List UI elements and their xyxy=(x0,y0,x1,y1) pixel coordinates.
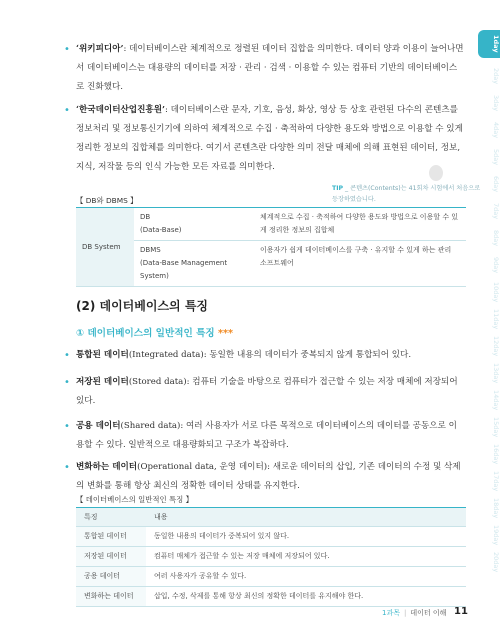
group-cell: DB System xyxy=(76,208,134,287)
bullet-dot-icon: • xyxy=(64,377,70,388)
bullet-term: ‘한국데이터산업진흥원’ xyxy=(76,105,165,115)
feature-integrated xyxy=(64,346,464,365)
db-table-title: 【 DB와 DBMS 】 xyxy=(76,196,138,205)
day-tab[interactable]: 17day xyxy=(492,470,500,492)
desc-cell: 이용자가 쉽게 데이터베이스를 구축 · 유지할 수 있게 하는 관리 소프트웨어 xyxy=(254,241,466,287)
bullet-text: (Shared data): 여러 사용자가 서로 다른 목적으로 데이터베이스의 데이터를 공동으로 이용할 수 있다. 일반적으로 대용량화되고 구조가 복잡하다. xyxy=(76,421,457,450)
day-tab[interactable]: 7day xyxy=(492,202,500,220)
definition-kdata xyxy=(64,101,464,177)
content-cell: 삽입, 수정, 삭제를 통해 항상 최신의 정확한 데이터를 유지해야 한다. xyxy=(146,587,466,607)
day-tab[interactable]: 15day xyxy=(492,416,500,438)
table-row xyxy=(76,241,466,287)
bullet-text: (Operational data, 운영 데이터): 새로운 데이터의 삽입, 기존 데이터의 수정 및 삭제의 변화를 통해 항상 최신의 정확한 데이터 상태를 유지한다. xyxy=(76,462,461,491)
feature-operational xyxy=(64,458,464,496)
day-tab[interactable]: 14day xyxy=(492,389,500,411)
day-tab[interactable]: 16day xyxy=(492,443,500,465)
term-name: DBMS xyxy=(140,246,161,254)
day-tab[interactable]: 18day xyxy=(492,497,500,519)
footer-part: 1과목 xyxy=(382,609,400,617)
bullet-dot-icon: • xyxy=(64,462,70,473)
bullet-dot-icon: • xyxy=(64,350,70,361)
bullet-dot-icon: • xyxy=(64,105,70,116)
bullet-term: 변화하는 데이터 xyxy=(76,462,138,472)
day-tab[interactable]: 2day xyxy=(492,67,500,85)
features-table xyxy=(76,507,466,607)
day-tab[interactable]: 19day xyxy=(492,524,500,546)
term-sub: (Data-Base Management System) xyxy=(140,259,228,280)
column-header: 내용 xyxy=(146,508,466,527)
bullet-text: : 데이터베이스란 체계적으로 정렬된 데이터 집합을 의미한다. 데이터 양과 이용이 늘어나면서 데이터베이스는 대용량의 데이터를 저장 · 관리 · 검색 · 이용할 수 있는 컴퓨터 기반의 데이터베이스로 진화했다. xyxy=(76,44,464,92)
tip-text: _ 콘텐츠(Contents)는 41회차 시험에서 처음으로 등장하였습니다. xyxy=(332,185,481,203)
page-footer: 1과목 | 데이터 이해 xyxy=(382,609,447,617)
bullet-term: 저장된 데이터 xyxy=(76,377,129,387)
day-tab[interactable]: 13day xyxy=(492,362,500,384)
table-row xyxy=(76,567,466,587)
subsection-title-text: ① 데이터베이스의 일반적인 특징 xyxy=(76,328,215,339)
column-header: 특징 xyxy=(76,508,146,527)
bullet-text: : 데이터베이스란 문자, 기호, 음성, 화상, 영상 등 상호 관련된 다수의 콘텐츠를 정보처리 및 정보통신기기에 의하여 체계적으로 수집 · 축적하여 다양한 용도와 방법으로 이용할 수 있게 정리한 정보의 집합체를 의미한다. 여기서 콘텐츠란 다양한 의미 전달 매체에 의해 표현된 데이터, 정보, 지식, 저작물 등의 인식 가능한 모든 자료를 의미한다. xyxy=(76,105,463,172)
content-cell: 여러 사용자가 공유할 수 있다. xyxy=(146,567,466,587)
term-cell xyxy=(134,208,254,241)
table-row xyxy=(76,208,466,241)
feature-cell: 통합된 데이터 xyxy=(76,527,146,547)
bullet-dot-icon: • xyxy=(64,421,70,432)
table-row xyxy=(76,547,466,567)
day-tab[interactable]: 20day xyxy=(492,551,500,573)
feat-table-title: 【 데이터베이스의 일반적인 특징 】 xyxy=(76,495,193,504)
mascot-icon xyxy=(429,165,443,181)
bullet-term: 통합된 데이터 xyxy=(76,350,129,360)
day-tab[interactable]: 8day xyxy=(492,229,500,247)
bullet-term: ‘위키피디아’ xyxy=(76,44,124,54)
content-cell: 동일한 내용의 데이터가 중복되어 있지 않다. xyxy=(146,527,466,547)
term-cell xyxy=(134,241,254,287)
day-tab[interactable]: 3day xyxy=(492,94,500,112)
feature-cell: 공용 데이터 xyxy=(76,567,146,587)
tip-label: TIP xyxy=(332,185,344,192)
day-tab[interactable]: 12day xyxy=(492,335,500,357)
day-tab[interactable]: 10day xyxy=(492,281,500,303)
feature-stored xyxy=(64,373,464,411)
table-row xyxy=(76,527,466,547)
day-tab[interactable]: 9day xyxy=(492,256,500,274)
subsection-title xyxy=(76,325,233,339)
bullet-dot-icon: • xyxy=(64,44,70,55)
tip-note xyxy=(332,183,482,205)
page-number: 11 xyxy=(454,606,468,617)
db-dbms-table xyxy=(76,207,466,287)
table-row xyxy=(76,587,466,607)
section-title: (2) 데이터베이스의 특징 xyxy=(76,299,209,313)
day-tab[interactable]: 6day xyxy=(492,175,500,193)
bullet-text: (Stored data): 컴퓨터 기술을 바탕으로 컴퓨터가 접근할 수 있는 저장 매체에 저장되어 있다. xyxy=(76,377,458,406)
content-cell: 컴퓨터 매체가 접근할 수 있는 저장 매체에 저장되어 있다. xyxy=(146,547,466,567)
feature-cell: 저장된 데이터 xyxy=(76,547,146,567)
importance-stars: *** xyxy=(217,328,234,339)
definition-wikipedia xyxy=(64,40,464,97)
footer-title: 데이터 이해 xyxy=(410,609,447,617)
desc-cell: 체계적으로 수집 · 축적하여 다양한 용도와 방법으로 이용할 수 있게 정리한 정보의 집합체 xyxy=(254,208,466,241)
bullet-text: (Integrated data): 동일한 내용의 데이터가 중복되지 않게 통합되어 있다. xyxy=(128,350,412,360)
bullet-term: 공용 데이터 xyxy=(76,421,121,431)
term-name: DB xyxy=(140,213,151,221)
feature-cell: 변화하는 데이터 xyxy=(76,587,146,607)
day-tab[interactable]: 4day xyxy=(492,121,500,139)
day-tab-active[interactable]: 1day xyxy=(478,30,500,58)
feature-shared xyxy=(64,417,464,455)
term-sub: (Data-Base) xyxy=(140,226,182,234)
table-header-row xyxy=(76,508,466,527)
day-tab[interactable]: 5day xyxy=(492,148,500,166)
day-tab[interactable]: 11day xyxy=(492,308,500,330)
day-tab-rail xyxy=(478,30,500,573)
